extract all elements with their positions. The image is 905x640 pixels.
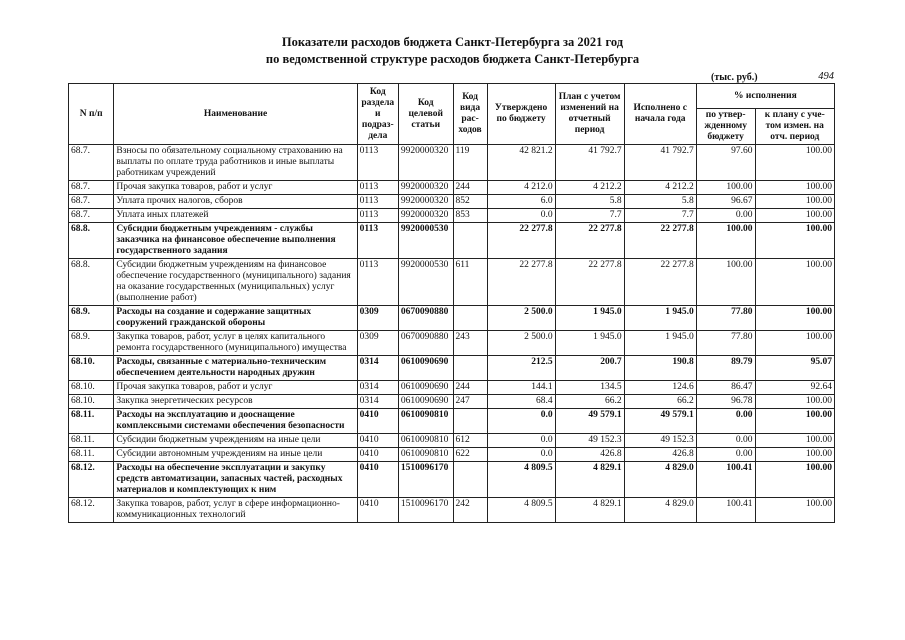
table-row [69,381,835,395]
row-name: Расходы, связанные с материально-техническим обеспечением деятельности народных дружин [114,356,357,381]
row-kind-code: 852 [453,195,487,209]
row-section-code: 0410 [357,434,398,448]
row-plan: 134.5 [555,381,624,395]
row-name: Уплата иных платежей [114,209,357,223]
row-pct-approved: 100.00 [696,259,755,306]
row-section-code: 0309 [357,306,398,331]
row-target-code: 9920000320 [398,209,453,223]
row-name: Взносы по обязательному социальному страхованию на выплаты по оплате труда работников и иные выплаты работникам учреждений [114,145,357,181]
row-target-code: 0610090690 [398,356,453,381]
row-kind-code [453,306,487,331]
row-approved: 0.0 [487,209,555,223]
row-target-code: 9920000530 [398,259,453,306]
row-pct-plan: 100.00 [755,181,834,195]
row-approved: 4 809.5 [487,498,555,523]
table-row [69,448,835,462]
row-target-code: 0610090810 [398,434,453,448]
row-pct-plan: 100.00 [755,195,834,209]
row-number: 68.11. [69,409,114,434]
row-plan: 4 829.1 [555,462,624,498]
row-kind-code [453,462,487,498]
row-target-code: 0610090810 [398,448,453,462]
row-approved: 4 809.5 [487,462,555,498]
row-plan: 41 792.7 [555,145,624,181]
col-header-pct-approved: по утвер-жденному бюджету [696,109,755,145]
row-executed: 190.8 [624,356,696,381]
row-target-code: 0610090690 [398,381,453,395]
row-pct-approved: 0.00 [696,448,755,462]
table-row [69,209,835,223]
row-pct-plan: 100.00 [755,409,834,434]
row-target-code: 0610090810 [398,409,453,434]
row-kind-code [453,223,487,259]
row-pct-plan: 100.00 [755,331,834,356]
row-approved: 2 500.0 [487,331,555,356]
table-row [69,259,835,306]
row-pct-plan: 100.00 [755,209,834,223]
row-name: Расходы на создание и содержание защитных сооружений гражданской обороны [114,306,357,331]
row-number: 68.10. [69,356,114,381]
col-header-target: Код целевой статьи [398,84,453,145]
row-kind-code: 612 [453,434,487,448]
row-pct-plan: 100.00 [755,259,834,306]
row-name: Субсидии автономным учреждениям на иные цели [114,448,357,462]
table-row [69,356,835,381]
row-approved: 0.0 [487,448,555,462]
row-name: Субсидии бюджетным учреждениям на финансовое обеспечение государственного (муниципального) задания на оказание государственных (муниципальных) услуг (выполнение работ) [114,259,357,306]
row-approved: 0.0 [487,409,555,434]
row-number: 68.12. [69,498,114,523]
row-approved: 212.5 [487,356,555,381]
row-name: Закупка энергетических ресурсов [114,395,357,409]
row-executed: 41 792.7 [624,145,696,181]
row-executed: 22 277.8 [624,259,696,306]
row-target-code: 1510096170 [398,462,453,498]
table-row [69,395,835,409]
col-header-executed: Исполнено с начала года [624,84,696,145]
row-number: 68.10. [69,395,114,409]
row-kind-code: 611 [453,259,487,306]
row-name: Субсидии бюджетным учреждениям - службы заказчика на финансовое обеспечение выполнения государственного задания [114,223,357,259]
table-row [69,498,835,523]
row-approved: 4 212.0 [487,181,555,195]
row-target-code: 9920000320 [398,145,453,181]
row-number: 68.8. [69,259,114,306]
row-executed: 22 277.8 [624,223,696,259]
row-executed: 1 945.0 [624,306,696,331]
row-pct-plan: 95.07 [755,356,834,381]
row-section-code: 0314 [357,395,398,409]
row-approved: 144.1 [487,381,555,395]
row-target-code: 0670090880 [398,331,453,356]
document-title [0,34,905,68]
row-number: 68.8. [69,223,114,259]
row-section-code: 0309 [357,331,398,356]
table-row [69,434,835,448]
row-kind-code: 247 [453,395,487,409]
row-number: 68.9. [69,306,114,331]
row-section-code: 0113 [357,145,398,181]
row-pct-approved: 100.00 [696,181,755,195]
row-pct-plan: 100.00 [755,223,834,259]
row-approved: 6.0 [487,195,555,209]
col-header-approved: Утверждено по бюджету [487,84,555,145]
row-target-code: 0670090880 [398,306,453,331]
title-line-1: Показатели расходов бюджета Санкт-Петербурга за 2021 год [281,35,624,49]
row-target-code: 9920000530 [398,223,453,259]
row-kind-code: 243 [453,331,487,356]
table-row [69,331,835,356]
row-kind-code: 242 [453,498,487,523]
row-section-code: 0314 [357,381,398,395]
row-plan: 4 829.1 [555,498,624,523]
expenditure-table [68,83,835,523]
units-label: (тыс. руб.) [711,72,758,83]
table-row [69,409,835,434]
row-executed: 49 152.3 [624,434,696,448]
row-name: Субсидии бюджетным учреждениям на иные цели [114,434,357,448]
table-row [69,195,835,209]
row-executed: 7.7 [624,209,696,223]
row-executed: 124.6 [624,381,696,395]
col-header-pct-group: % исполнения [696,84,834,109]
row-name: Закупка товаров, работ, услуг в сфере информационно-коммуникационных технологий [114,498,357,523]
col-header-section: Код раздела и подраз-дела [357,84,398,145]
row-executed: 66.2 [624,395,696,409]
row-plan: 7.7 [555,209,624,223]
row-plan: 200.7 [555,356,624,381]
table-row [69,462,835,498]
col-header-pct-plan: к плану с уче-том измен. на отч. период [755,109,834,145]
row-section-code: 0410 [357,462,398,498]
row-kind-code: 853 [453,209,487,223]
row-plan: 49 152.3 [555,434,624,448]
row-pct-approved: 86.47 [696,381,755,395]
row-name: Прочая закупка товаров, работ и услуг [114,381,357,395]
row-plan: 1 945.0 [555,306,624,331]
row-pct-approved: 97.60 [696,145,755,181]
row-approved: 0.0 [487,434,555,448]
row-target-code: 9920000320 [398,181,453,195]
row-plan: 49 579.1 [555,409,624,434]
row-name: Уплата прочих налогов, сборов [114,195,357,209]
row-executed: 49 579.1 [624,409,696,434]
row-pct-plan: 100.00 [755,306,834,331]
row-executed: 1 945.0 [624,331,696,356]
row-number: 68.7. [69,195,114,209]
row-name: Прочая закупка товаров, работ и услуг [114,181,357,195]
row-kind-code: 244 [453,381,487,395]
row-approved: 22 277.8 [487,223,555,259]
row-plan: 22 277.8 [555,223,624,259]
row-number: 68.12. [69,462,114,498]
row-pct-approved: 77.80 [696,306,755,331]
row-kind-code [453,409,487,434]
row-pct-approved: 0.00 [696,409,755,434]
row-kind-code: 119 [453,145,487,181]
row-executed: 4 212.2 [624,181,696,195]
row-approved: 42 821.2 [487,145,555,181]
row-approved: 22 277.8 [487,259,555,306]
table-row [69,145,835,181]
row-section-code: 0113 [357,223,398,259]
row-executed: 4 829.0 [624,462,696,498]
row-target-code: 9920000320 [398,195,453,209]
row-pct-plan: 100.00 [755,145,834,181]
table-row [69,223,835,259]
row-kind-code: 622 [453,448,487,462]
col-header-num: N п/п [69,84,114,145]
row-pct-approved: 100.41 [696,498,755,523]
table-row [69,306,835,331]
row-section-code: 0113 [357,209,398,223]
row-plan: 5.8 [555,195,624,209]
row-pct-approved: 0.00 [696,434,755,448]
row-section-code: 0113 [357,181,398,195]
row-name: Закупка товаров, работ, услуг в целях капитального ремонта государственного (муниципального) имущества [114,331,357,356]
row-plan: 4 212.2 [555,181,624,195]
row-section-code: 0113 [357,195,398,209]
row-pct-approved: 96.78 [696,395,755,409]
page-number: 494 [818,71,834,82]
row-number: 68.11. [69,434,114,448]
row-section-code: 0410 [357,409,398,434]
row-target-code: 0610090690 [398,395,453,409]
row-section-code: 0314 [357,356,398,381]
row-number: 68.10. [69,381,114,395]
col-header-plan: План с учетом изменений на отчетный период [555,84,624,145]
row-pct-plan: 100.00 [755,498,834,523]
row-pct-plan: 92.64 [755,381,834,395]
row-number: 68.7. [69,181,114,195]
row-pct-approved: 77.80 [696,331,755,356]
row-number: 68.11. [69,448,114,462]
row-plan: 426.8 [555,448,624,462]
row-pct-approved: 100.00 [696,223,755,259]
table-row [69,181,835,195]
row-plan: 66.2 [555,395,624,409]
row-pct-plan: 100.00 [755,395,834,409]
row-pct-plan: 100.00 [755,448,834,462]
col-header-kind: Код вида рас-ходов [453,84,487,145]
row-executed: 426.8 [624,448,696,462]
row-pct-approved: 100.41 [696,462,755,498]
row-pct-approved: 0.00 [696,209,755,223]
row-section-code: 0410 [357,498,398,523]
title-line-2: по ведомственной структуре расходов бюджета Санкт-Петербурга [265,52,640,66]
col-header-name: Наименование [114,84,357,145]
row-executed: 4 829.0 [624,498,696,523]
row-pct-approved: 96.67 [696,195,755,209]
row-pct-plan: 100.00 [755,434,834,448]
row-plan: 22 277.8 [555,259,624,306]
row-plan: 1 945.0 [555,331,624,356]
row-name: Расходы на эксплуатацию и дооснащение комплексными системами обеспечения безопасности [114,409,357,434]
row-pct-approved: 89.79 [696,356,755,381]
row-number: 68.7. [69,209,114,223]
row-section-code: 0410 [357,448,398,462]
row-pct-plan: 100.00 [755,462,834,498]
row-target-code: 1510096170 [398,498,453,523]
row-number: 68.7. [69,145,114,181]
row-approved: 2 500.0 [487,306,555,331]
row-number: 68.9. [69,331,114,356]
row-section-code: 0113 [357,259,398,306]
row-kind-code [453,356,487,381]
row-name: Расходы на обеспечение эксплуатации и закупку средств автоматизации, запасных частей, расходных материалов и комплектующих к ним [114,462,357,498]
row-approved: 68.4 [487,395,555,409]
row-executed: 5.8 [624,195,696,209]
row-kind-code: 244 [453,181,487,195]
